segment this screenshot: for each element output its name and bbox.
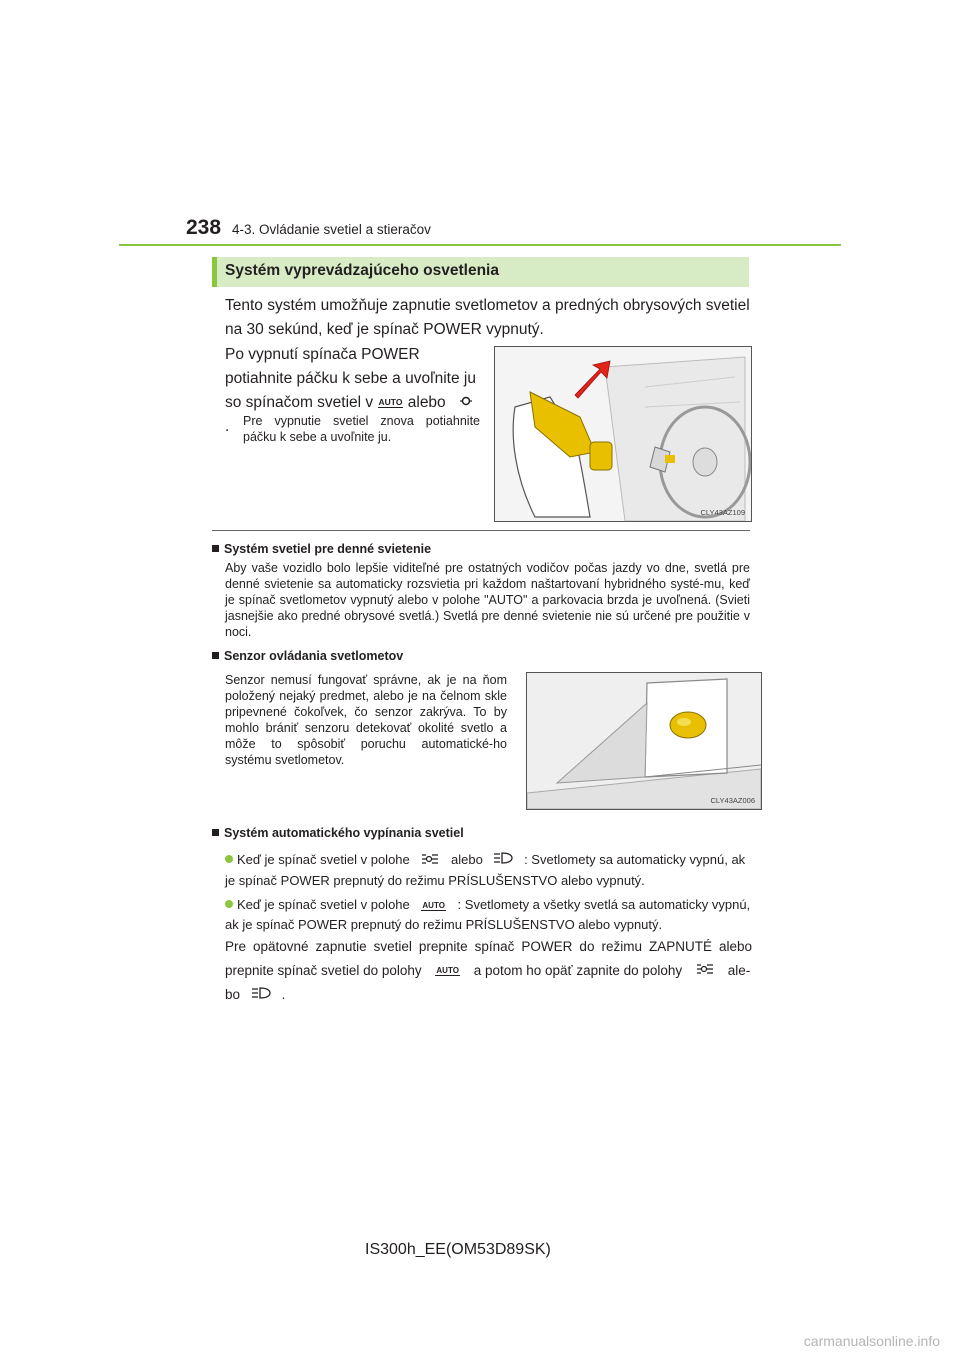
daytime-heading: [212, 542, 431, 556]
bullet1-alebo: alebo: [451, 852, 483, 867]
auto-off-bullet-1: [225, 850, 752, 891]
bullet1-text-a: Keď je spínač svetiel v polohe: [237, 852, 410, 867]
daytime-text: Aby vaše vozidlo bolo lepšie viditeľné pre ostatných vodičov počas jazdy vo dne, svetlá pre denné svietenie sa automaticky rozsvietia pri každom naštartovaní hybridného systé-mu, keď je spínač svetlometov vypnutý alebo v polohe "AUTO" a parkovacia brzda je uvoľnená. (Svieti jasnejšie ako predné obrysové svetlá.) Svetlá pre denné svietenie nie sú určené pre použitie v noci.: [225, 561, 750, 639]
sensor-illustration: [527, 673, 761, 809]
auto-off-paragraph: [225, 935, 752, 1008]
bullet2-text-b: : Svetlomety a všetky svetlá sa automaticky vypnú, ak je spínač POWER prepnutý do režimu PRÍSLUŠENSTVO alebo vypnutý.: [225, 897, 751, 932]
sensor-heading-text: Senzor ovládania svetlometov: [224, 649, 404, 663]
section-title: Systém vyprevádzajúceho osvetlenia: [225, 262, 499, 279]
figure2-code: CLY43AZ006: [710, 796, 755, 805]
sensor-text: Senzor nemusí fungovať správne, ak je na ňom položený nejaký predmet, alebo je na čelnom skle pripevnené čokoľvek, čo senzor zakrýva. To by mohlo brániť senzoru detekovať okolité svetlo a môže to spôsobiť poruchu automatické-ho systému svetlometov.: [225, 673, 507, 767]
para-text-a: Pre opätovné zapnutie svetiel prepnite spínač POWER do režimu ZAPNUTÉ alebo: [225, 939, 752, 954]
instruction-alebo: alebo: [407, 394, 446, 412]
auto-off-bullet-2: [225, 895, 752, 935]
instruction-text: Po vypnutí spínača POWER potiahnite páčku k sebe a uvoľnite ju so spínačom svetiel v: [225, 346, 476, 412]
daytime-heading-text: Systém svetiel pre denné svietenie: [224, 542, 432, 556]
page-number: 238: [186, 216, 222, 239]
bullet1-text-b: : Svetlomety sa automaticky vypnú, ak je spínač POWER prepnutý do režimu PRÍSLUŠENSTVO alebo vypnutý.: [225, 852, 746, 888]
intro-paragraph: Tento systém umožňuje zapnutie svetlometov a predných obrysových svetiel na 30 sekúnd, keď je spínač POWER vypnutý.: [225, 297, 750, 338]
watermark: carmanualsonline.info: [803, 1333, 940, 1349]
section-divider: [212, 530, 750, 531]
bullet2-text-a: Keď je spínač svetiel v polohe: [237, 897, 410, 912]
para-text-f: .: [281, 987, 286, 1003]
parking-light-icon: [458, 391, 474, 415]
footer-model: IS300h_EE(OM53D89SK): [365, 1241, 551, 1258]
para-text-b: prepnite spínač svetiel do polohy: [225, 963, 422, 978]
lever-illustration: [495, 347, 751, 521]
auto-icon: AUTO: [436, 966, 459, 976]
auto-off-heading: [212, 826, 464, 840]
tail-light-icon: [419, 851, 441, 871]
lever-figure: [494, 346, 752, 522]
bullet-dot-icon: [225, 900, 233, 908]
square-bullet-icon: [212, 829, 219, 836]
auto-icon: AUTO: [378, 397, 403, 407]
instruction-end: .: [225, 418, 230, 436]
auto-off-heading-text: Systém automatického vypínania svetiel: [224, 826, 464, 840]
tail-light-icon: [694, 959, 716, 983]
headlight-icon: [250, 984, 272, 1008]
square-bullet-icon: [212, 545, 219, 552]
sensor-figure: [526, 672, 762, 810]
note-text: Pre vypnutie svetiel znova potiahnite páčku k sebe a uvoľnite ju.: [243, 414, 480, 444]
square-bullet-icon: [212, 652, 219, 659]
chapter-title: 4-3. Ovládanie svetiel a stieračov: [232, 222, 431, 237]
header-rule: [119, 244, 841, 246]
para-text-e: bo: [225, 987, 241, 1003]
sensor-heading: [212, 649, 403, 663]
auto-icon: AUTO: [422, 900, 445, 910]
para-text-c: a potom ho opäť zapnite do polohy: [473, 963, 683, 978]
figure1-code: CLY43AZ109: [700, 508, 745, 517]
para-text-d: ale-: [727, 963, 751, 978]
bullet-dot-icon: [225, 855, 233, 863]
headlight-icon: [492, 851, 514, 871]
